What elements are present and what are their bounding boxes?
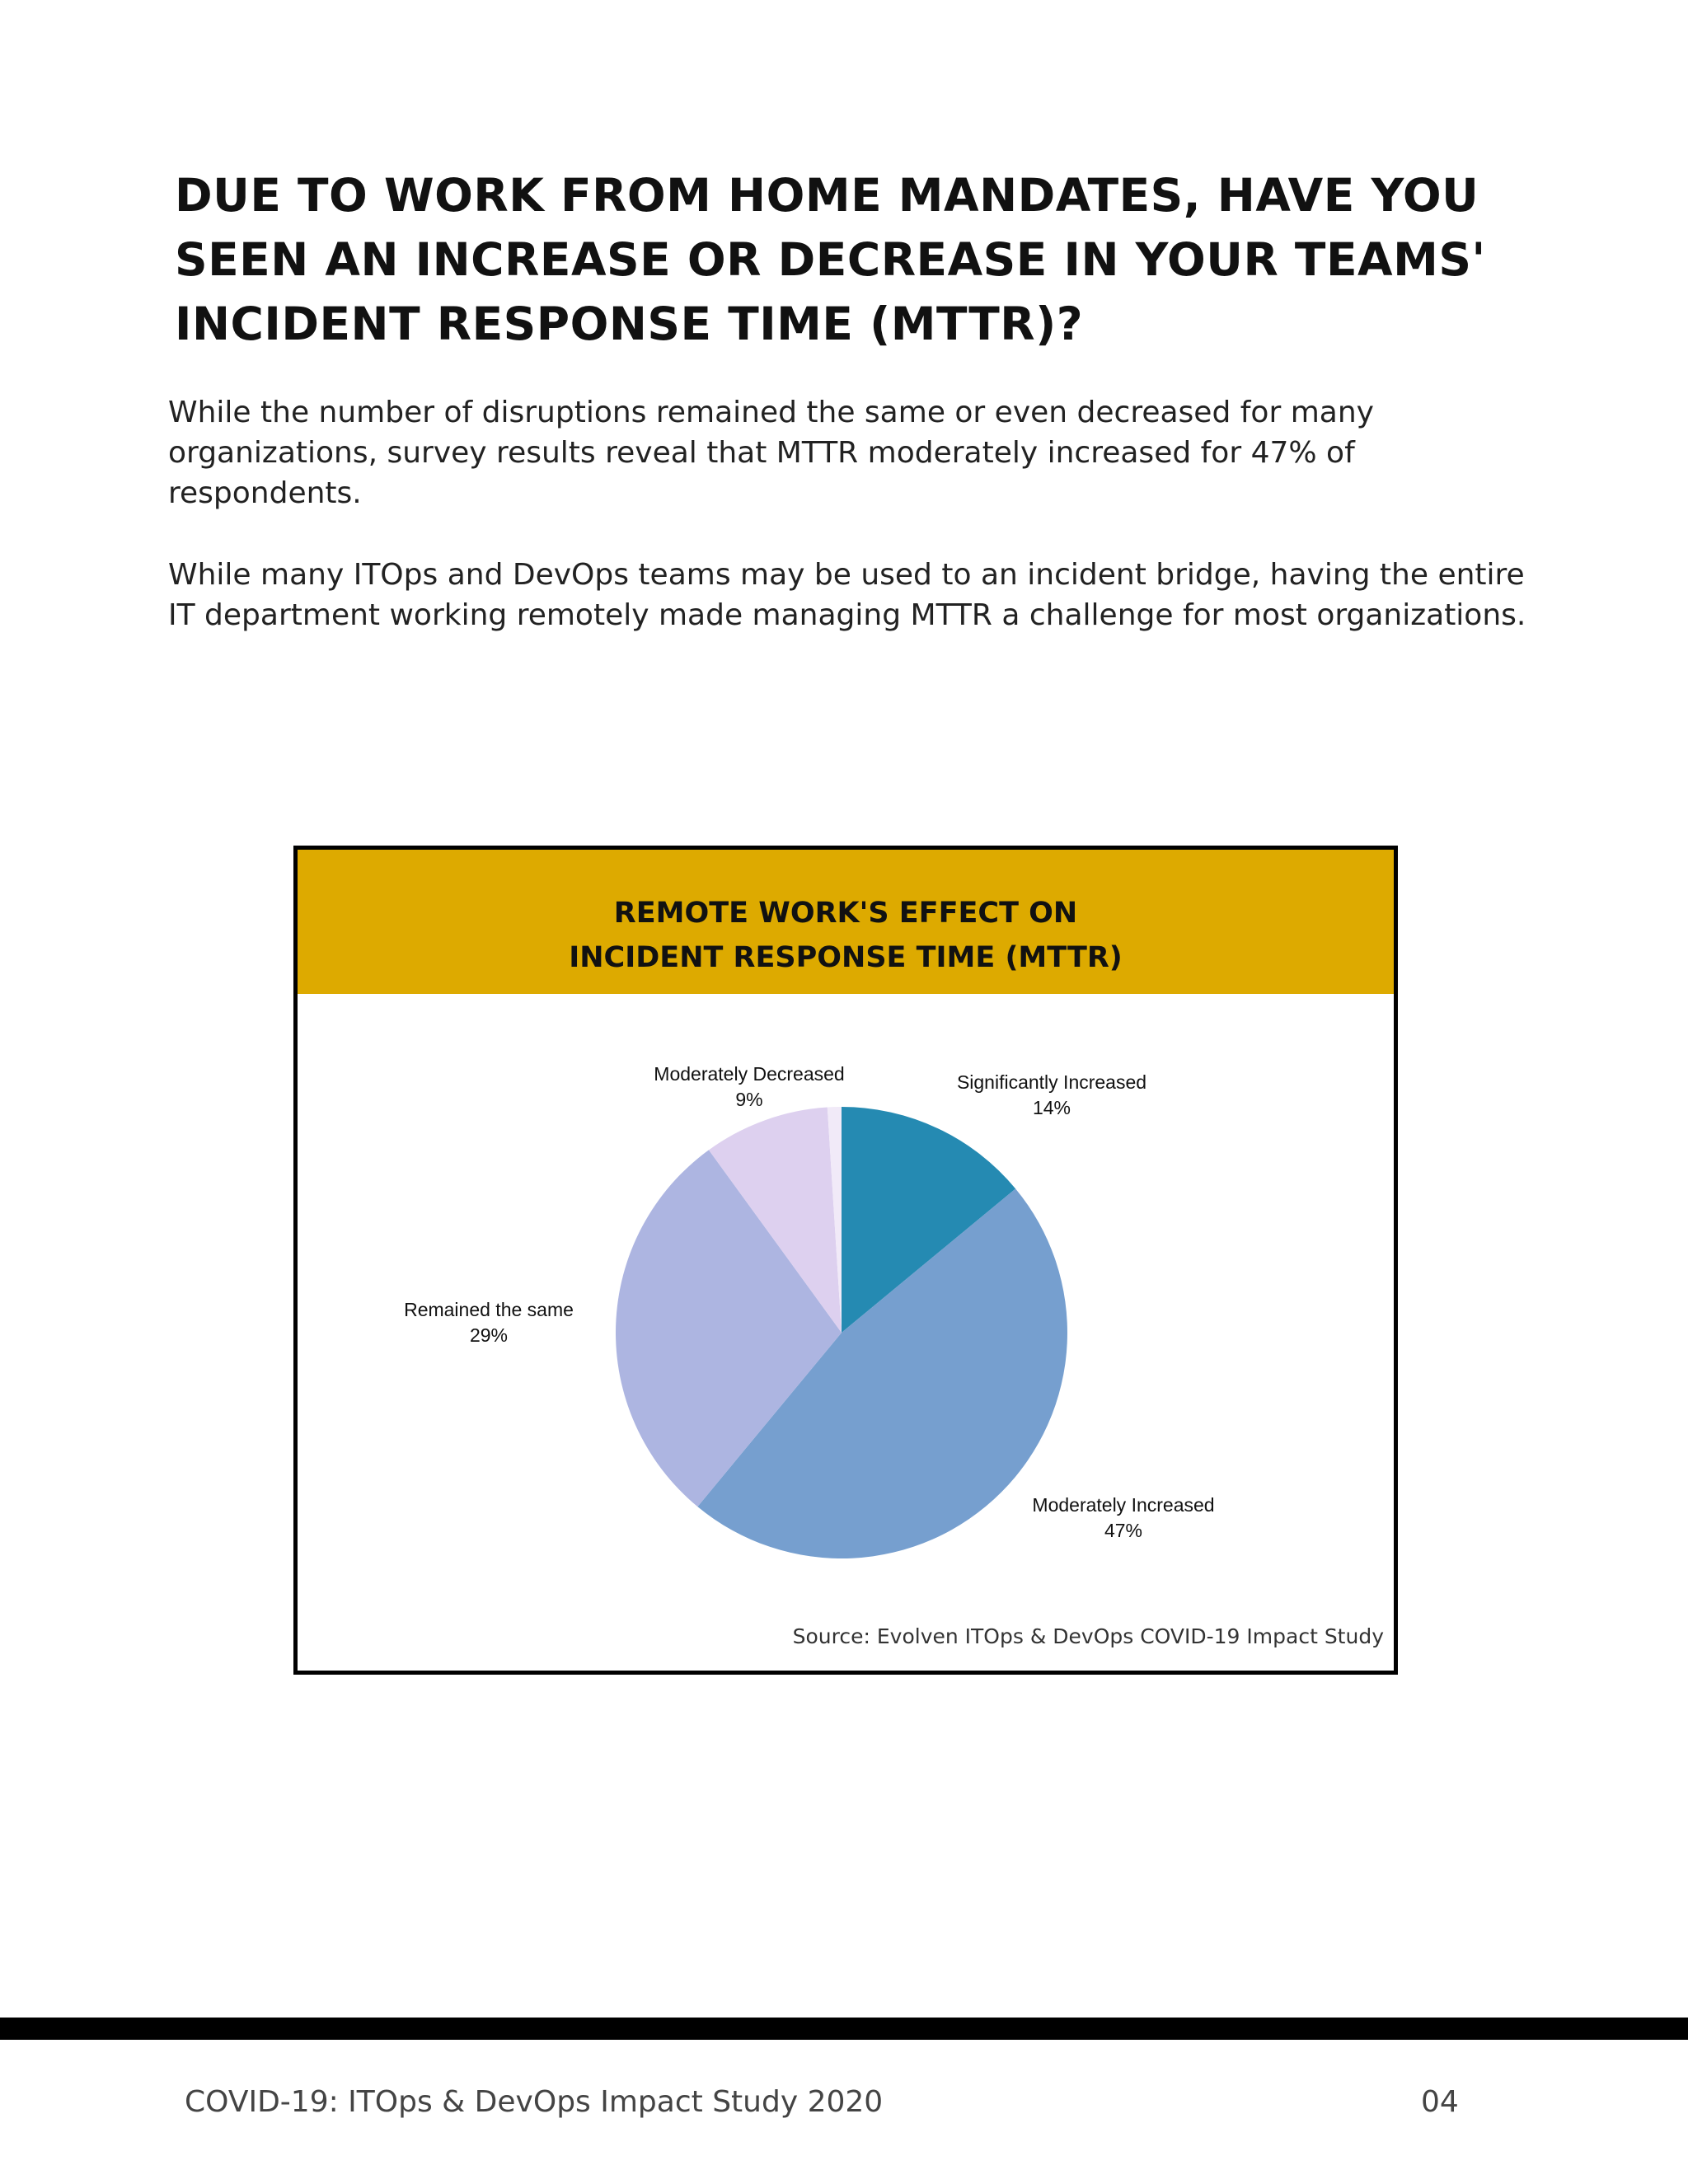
slice-label: Moderately Increased bbox=[1032, 1494, 1215, 1516]
page-number: 04 bbox=[1421, 2085, 1459, 2119]
slice-label: Remained the same bbox=[404, 1299, 574, 1320]
slice-value-label: 9% bbox=[735, 1089, 763, 1110]
slice-label: Moderately Decreased bbox=[654, 1063, 845, 1085]
chart-frame bbox=[293, 846, 1398, 1675]
body-paragraph-2: While many ITOps and DevOps teams may be used to an incident bridge, having the entire IT department working remotely made managing MTTR a challenge for most organizations. bbox=[168, 558, 1526, 632]
footer-divider bbox=[0, 2018, 1688, 2040]
body-paragraph-1: While the number of disruptions remained the same or even decreased for many organizations, survey results reveal that MTTR moderately increased for 47% of respondents. bbox=[168, 396, 1374, 510]
page-heading: DUE TO WORK FROM HOME MANDATES, HAVE YOU SEEN AN INCREASE OR DECREASE IN YOUR TEAMS' INCIDENT RESPONSE TIME (MTTR)? bbox=[175, 169, 1486, 350]
chart-title-line-1: REMOTE WORK'S EFFECT ON bbox=[613, 897, 1078, 930]
chart-title-line-2: INCIDENT RESPONSE TIME (MTTR) bbox=[569, 941, 1123, 974]
slice-value-label: 47% bbox=[1104, 1520, 1143, 1541]
pie-chart bbox=[298, 850, 1394, 1671]
chart-source: Source: Evolven ITOps & DevOps COVID-19 Impact Study bbox=[792, 1624, 1384, 1648]
footer-title: COVID-19: ITOps & DevOps Impact Study 2020 bbox=[185, 2085, 884, 2119]
slice-label: Significantly Increased bbox=[956, 1071, 1147, 1093]
slice-value-label: 14% bbox=[1032, 1097, 1071, 1118]
slice-value-label: 29% bbox=[469, 1324, 509, 1346]
